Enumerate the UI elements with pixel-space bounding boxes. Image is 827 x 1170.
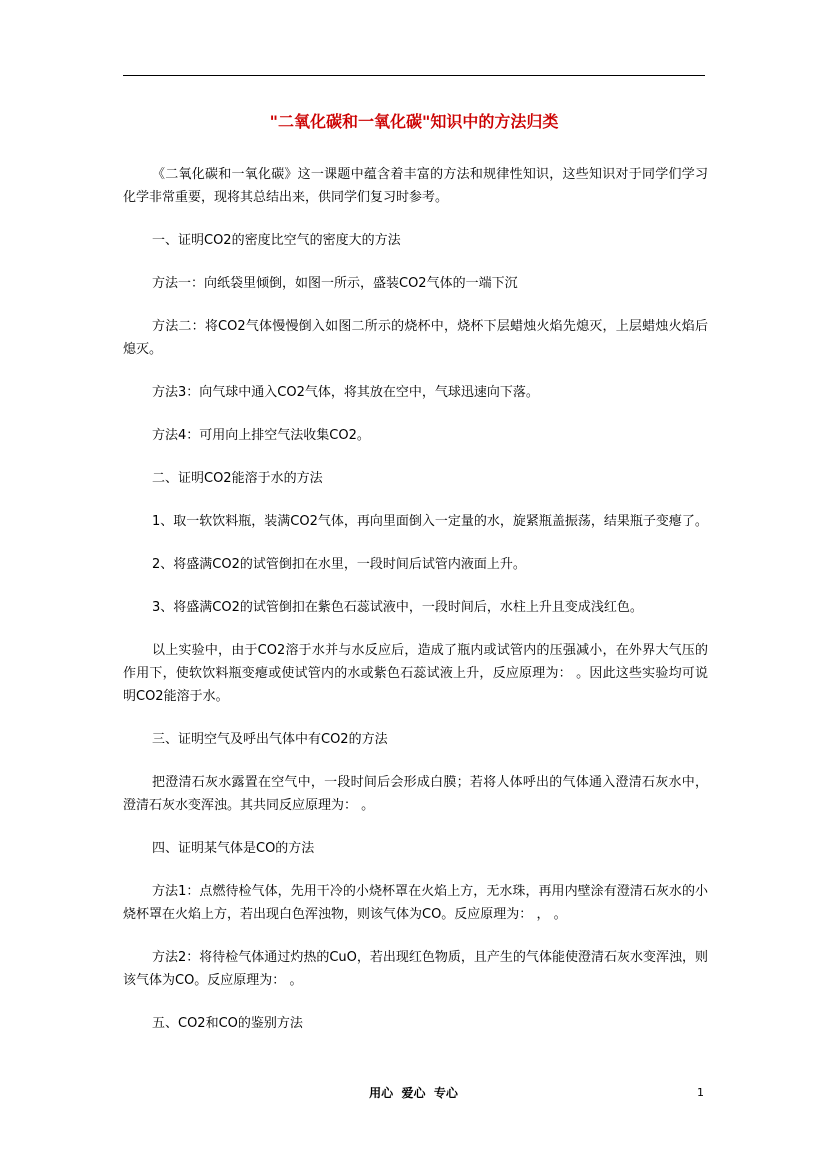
section-heading-2: 二、证明CO2能溶于水的方法 bbox=[152, 471, 323, 486]
paragraph-method-3: 方法3：向气球中通入CO2气体，将其放在空中，气球迅速向下落。 bbox=[152, 385, 539, 400]
paragraph-experiment-1: 1、取一软饮料瓶，装满CO2气体，再向里面倒入一定量的水，旋紧瓶盖振荡，结果瓶子变瘪了。 bbox=[152, 514, 708, 529]
intro-paragraph: 《二氧化碳和一氧化碳》这一课题中蕴含着丰富的方法和规律性知识，这些知识对于同学们学习化学非常重要，现将其总结出来，供同学们复习时参考。 bbox=[123, 167, 708, 205]
section-heading-3: 三、证明空气及呼出气体中有CO2的方法 bbox=[152, 732, 388, 747]
paragraph-co-method-1: 方法1：点燃待检气体，先用干冷的小烧杯罩在火焰上方，无水珠，再用内壁涂有澄清石灰水的小烧杯罩在火焰上方，若出现白色浑浊物，则该气体为CO。反应原理为： ， 。 bbox=[123, 884, 708, 922]
document-title: "二氧化碳和一氧化碳"知识中的方法归类 bbox=[269, 112, 559, 131]
document-body bbox=[123, 163, 708, 1055]
section-heading-1: 一、证明CO2的密度比空气的密度大的方法 bbox=[152, 233, 401, 248]
paragraph-experiment-3: 3、将盛满CO2的试管倒扣在紫色石蕊试液中，一段时间后，水柱上升且变成浅红色。 bbox=[152, 600, 643, 615]
footer-motto: 用心 爱心 专心 bbox=[369, 1086, 458, 1100]
header-rule bbox=[123, 75, 705, 76]
paragraph-method-4: 方法4：可用向上排空气法收集CO2。 bbox=[152, 428, 370, 443]
paragraph-explanation: 以上实验中，由于CO2溶于水并与水反应后，造成了瓶内或试管内的压强减小，在外界大气压的作用下，使软饮料瓶变瘪或使试管内的水或紫色石蕊试液上升，反应原理为： 。因此这些实验均可说明CO2能溶于水。 bbox=[123, 643, 708, 704]
page-number: 1 bbox=[697, 1086, 704, 1099]
section-heading-4: 四、证明某气体是CO的方法 bbox=[152, 841, 315, 856]
paragraph-experiment-2: 2、将盛满CO2的试管倒扣在水里，一段时间后试管内液面上升。 bbox=[152, 557, 526, 572]
section-heading-5: 五、CO2和CO的鉴别方法 bbox=[152, 1016, 303, 1031]
paragraph-method-1: 方法一：向纸袋里倾倒，如图一所示，盛装CO2气体的一端下沉 bbox=[152, 276, 518, 291]
paragraph-limewater: 把澄清石灰水露置在空气中，一段时间后会形成白膜；若将人体呼出的气体通入澄清石灰水中，澄清石灰水变浑浊。其共同反应原理为： 。 bbox=[123, 775, 708, 813]
paragraph-method-2: 方法二：将CO2气体慢慢倒入如图二所示的烧杯中，烧杯下层蜡烛火焰先熄灭，上层蜡烛火焰后熄灭。 bbox=[123, 319, 708, 357]
paragraph-co-method-2: 方法2：将待检气体通过灼热的CuO，若出现红色物质，且产生的气体能使澄清石灰水变浑浊，则该气体为CO。反应原理为： 。 bbox=[123, 950, 708, 988]
